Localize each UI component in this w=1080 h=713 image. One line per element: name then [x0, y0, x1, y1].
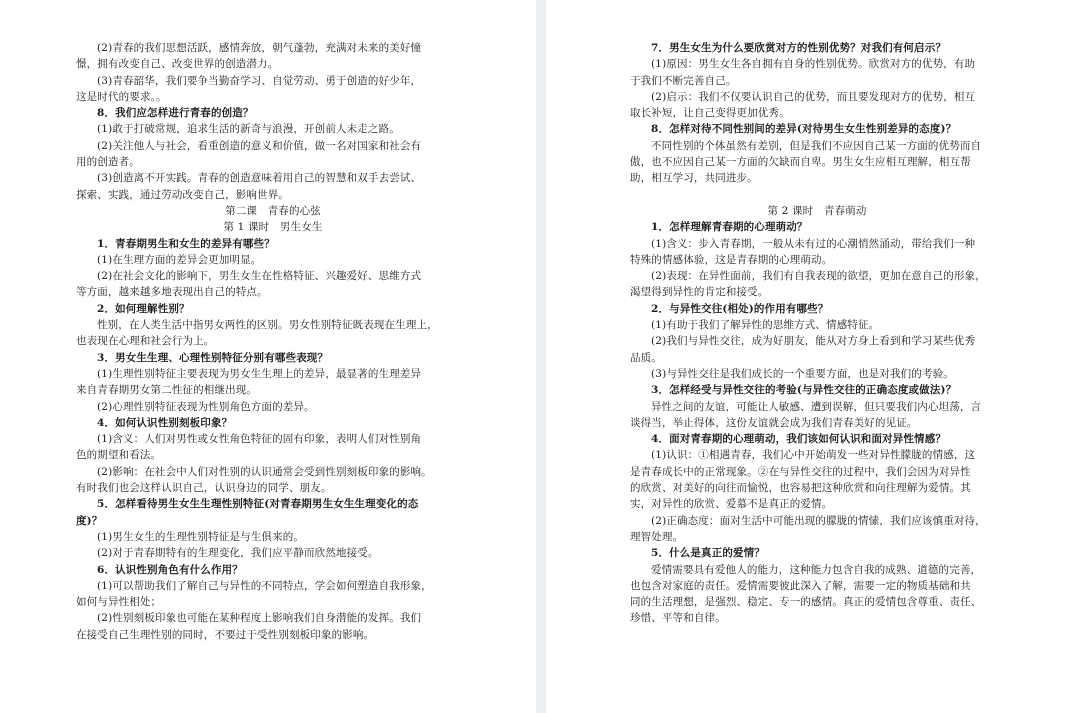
question-heading: 8．怎样对待不同性别间的差异(对待男生女生性别差异的态度)？ — [651, 123, 957, 136]
question-heading: 4．如何认识性别刻板印象？ — [97, 416, 233, 429]
paragraph-continuation: 等方面，越来越多地表现出自己的特点。 — [76, 286, 268, 299]
paragraph-line: (1)原因：男生女生各自拥有自身的性别优势。欣赏对方的优势，有助 — [651, 58, 976, 71]
section-title: 第 2 课时 青春萌动 — [767, 204, 867, 217]
paragraph-continuation: 特殊的情感体验，这是青春期的心理萌动。 — [630, 253, 833, 266]
paragraph-line: (1)有助于我们了解异性的思维方式、情感特征。 — [651, 319, 880, 332]
paragraph-continuation: 如何与异性相处； — [76, 596, 162, 609]
paragraph-continuation: 品质。 — [630, 351, 662, 364]
question-heading: 8．我们应怎样进行青春的创造？ — [97, 107, 254, 120]
paragraph-line: (1)男生女生的生理性别特征是与生俱来的。 — [97, 530, 305, 543]
paragraph-continuation: 同的生活理想，是强烈、稳定、专一的感情。真正的爱情包含尊重、责任、 — [630, 596, 982, 609]
paragraph-line: (1)敢于打破常规，追求生活的新奇与浪漫，开创前人未走之路。 — [97, 123, 400, 136]
paragraph-continuation: 的欣赏、对美好的向往而愉悦，也容易把这种欣赏和向往理解为爱情。其 — [630, 482, 971, 495]
left-page — [0, 0, 536, 713]
paragraph-line: 异性之间的友谊，可能让人敏感、遭到误解，但只要我们内心坦荡，言 — [651, 400, 982, 413]
paragraph-line: (1)含义：步入青春期，一般从未有过的心潮悄然涌动，带给我们一种 — [651, 237, 976, 250]
paragraph-continuation: 取长补短，让自己变得更加优秀。 — [630, 107, 790, 120]
section-title: 第 1 课时 男生女生 — [223, 221, 323, 234]
question-heading: 3．怎样经受与异性交往的考验(与异性交往的正确态度或做法)？ — [651, 384, 957, 397]
paragraph-line: (2)表现：在异性面前，我们有自我表现的欲望，更加在意自己的形象， — [651, 270, 986, 283]
right-page — [546, 0, 1080, 713]
question-heading: 1．怎样理解青春期的心理萌动？ — [651, 221, 808, 234]
paragraph-line: (1)可以帮助我们了解自己与异性的不同特点，学会如何塑造自我形象， — [97, 579, 432, 592]
paragraph-continuation: 憬，拥有改变自己、改变世界的创造潜力。 — [76, 58, 279, 71]
paragraph-continuation: 是青春成长中的正常现象。②在与异性交往的过程中，我们会因为对异性 — [630, 465, 971, 478]
paragraph-continuation: 渴望得到异性的肯定和接受。 — [630, 286, 769, 299]
paragraph-line: (1)在生理方面的差异会更加明显。 — [97, 253, 262, 266]
paragraph-line: (2)关注他人与社会，看重创造的意义和价值，做一名对国家和社会有 — [97, 139, 422, 152]
paragraph-continuation: 也包含对家庭的责任。爱情需要彼此深入了解，需要一定的物质基础和共 — [630, 579, 971, 592]
question-heading: 度)？ — [76, 514, 103, 527]
paragraph-line: (2)在社会文化的影响下，男生女生在性格特征、兴趣爱好、思维方式 — [97, 270, 422, 283]
question-heading: 2．如何理解性别？ — [97, 302, 190, 315]
paragraph-line: (2)青春的我们思想活跃，感情奔放，朝气蓬勃，充满对未来的美好憧 — [97, 42, 422, 54]
paragraph-line: 性别，在人类生活中指男女两性的区别。男女性别特征既表现在生理上， — [97, 319, 438, 332]
paragraph-line: (2)正确态度：面对生活中可能出现的朦胧的情愫，我们应该慎重对待， — [651, 514, 986, 527]
spacer — [630, 187, 1004, 203]
paragraph-line: (3)与异性交往是我们成长的一个重要方面，也是对我们的考验。 — [651, 367, 954, 380]
paragraph-line: (2)我们与异性交往，成为好朋友，能从对方身上看到和学习某些优秀 — [651, 335, 976, 348]
paragraph-continuation: 探索、实践，通过劳动改变自己，影响世界。 — [76, 188, 289, 201]
question-heading: 1．青春期男生和女生的差异有哪些？ — [97, 237, 275, 250]
paragraph-line: (3)青春韶华，我们要争当勤奋学习、自觉劳动、勇于创造的好少年， — [97, 74, 422, 87]
section-title: 第二课 青春的心弦 — [225, 204, 321, 217]
paragraph-line: 不同性别的个体虽然有差别，但是我们不应因自己某一方面的优势而自 — [651, 139, 982, 152]
paragraph-line: (2)影响：在社会中人们对性别的认识通常会受到性别刻板印象的影响。 — [97, 465, 432, 478]
paragraph-continuation: 于我们不断完善自己。 — [630, 74, 737, 87]
paragraph-line: (2)性别刻板印象也可能在某种程度上影响我们自身潜能的发挥。我们 — [97, 612, 422, 625]
question-heading: 2．与异性交往(相处)的作用有哪些？ — [651, 302, 829, 315]
paragraph-line: (1)含义：人们对男性或女性角色特征的固有印象，表明人们对性别角 — [97, 433, 422, 446]
paragraph-line: (2)对于青春期特有的生理变化，我们应平静而欣然地接受。 — [97, 547, 379, 560]
paragraph-continuation: 这是时代的要求。。 — [76, 90, 167, 103]
paragraph-continuation: 色的期望和看法。 — [76, 449, 162, 462]
paragraph-continuation: 来自青春期男女第二性征的相继出现。 — [76, 384, 258, 397]
paragraph-continuation: 助，相互学习，共同进步。 — [630, 172, 758, 185]
paragraph-line: (1)认识：①相遇青春，我们心中开始萌发一些对异性朦胧的情感，这 — [651, 449, 976, 462]
paragraph-continuation: 谈得当，举止得体，这份友谊就会成为我们青春美好的见证。 — [630, 416, 918, 429]
paragraph-line: (1)生理性别特征主要表现为男女生生理上的差异，最显著的生理差异 — [97, 367, 422, 380]
paragraph-line: (2)启示：我们不仅要认识自己的优势，而且要发现对方的优势，相互 — [651, 90, 976, 103]
paragraph-continuation: 傲，也不应因自己某一方面的欠缺而自卑。男生女生应相互理解，相互帮 — [630, 156, 971, 169]
paragraph-continuation: 在接受自己生理性别的同时，不要过于受性别刻板印象的影响。 — [76, 628, 375, 641]
paragraph-continuation: 也表现在心理和社会行为上。 — [76, 335, 215, 348]
question-heading: 6．认识性别角色有什么作用？ — [97, 563, 243, 576]
paragraph-continuation: 有时我们也会这样认识自己，认识身边的同学、朋友。 — [76, 482, 332, 495]
question-heading: 4．面对青春期的心理萌动，我们该如何认识和面对异性情感？ — [651, 433, 947, 446]
paragraph-continuation: 实，对异性的欣赏、爱慕不是真正的爱情。 — [630, 498, 833, 511]
question-heading: 3．男女生生理、心理性别特征分别有哪些表现？ — [97, 351, 329, 364]
paragraph-continuation: 用的创造者。 — [76, 156, 140, 169]
paragraph-line: 爱情需要具有爱他人的能力，这种能力包含自我的成熟、道德的完善， — [651, 563, 982, 576]
paragraph-line: (2)心理性别特征表现为性别角色方面的差异。 — [97, 400, 315, 413]
paragraph-continuation: 理智处理。 — [630, 530, 684, 543]
question-heading: 5．什么是真正的爱情？ — [651, 547, 765, 560]
question-heading: 7．男生女生为什么要欣赏对方的性别优势？对我们有何启示？ — [651, 42, 947, 54]
question-heading: 5．怎样看待男生女生生理性别特征(对青春期男生女生生理变化的态 — [97, 498, 419, 511]
paragraph-line: (3)创造离不开实践。青春的创造意味着用自己的智慧和双手去尝试、 — [97, 172, 422, 185]
paragraph-continuation: 珍惜、平等和自律。 — [630, 612, 726, 625]
